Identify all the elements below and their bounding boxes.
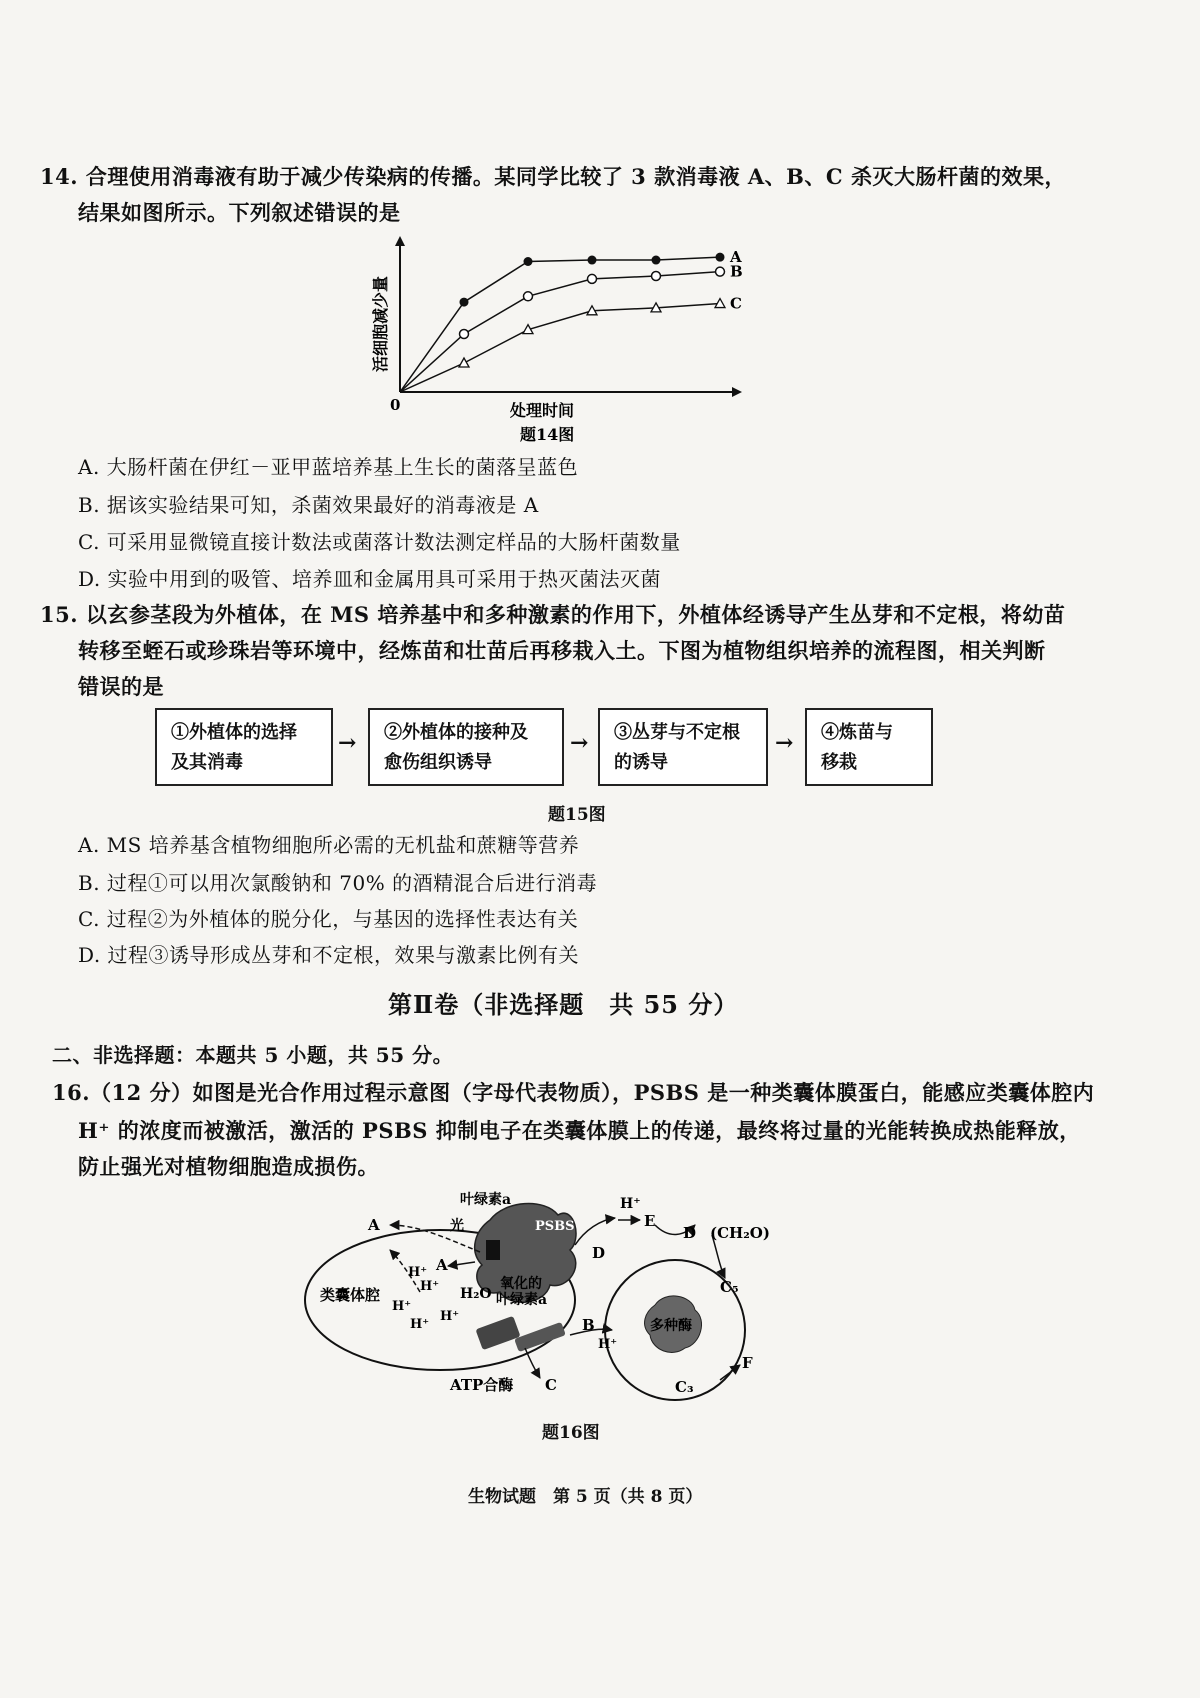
series-C-label: C xyxy=(730,294,742,313)
q15-stem-line1: 15. 以玄参茎段为外植体，在 MS 培养基中和多种激素的作用下，外植体经诱导产生丛芽和不定根，将幼苗 xyxy=(40,602,1066,627)
q14-option-d: D. 实验中用到的吸管、培养皿和金属用具可采用于热灭菌法灭菌 xyxy=(78,567,662,591)
label-d: D xyxy=(592,1244,606,1262)
label-h-plus-top: H⁺ xyxy=(620,1196,641,1212)
flow-step-3-line1: ③丛芽与不定根 xyxy=(614,722,740,743)
label-h-plus-5: H⁺ xyxy=(410,1317,430,1332)
label-oxidized: 氧化的 xyxy=(500,1276,542,1292)
q16-diagram xyxy=(300,1180,860,1420)
section-2-header: 二、非选择题：本题共 5 小题，共 55 分。 xyxy=(52,1043,454,1067)
series-B-point-2 xyxy=(524,292,533,301)
q14-stem-line2: 结果如图所示。下列叙述错误的是 xyxy=(78,200,401,225)
flow-arrow-2: → xyxy=(570,730,589,756)
page-footer: 生物试题 第 5 页（共 8 页） xyxy=(468,1487,703,1507)
label-h-plus-bottom: H⁺ xyxy=(598,1337,618,1352)
series-A-point-2 xyxy=(524,257,533,266)
series-A-point-4 xyxy=(652,256,661,265)
series-A-label: A xyxy=(730,248,742,267)
q16-figure-caption: 题16图 xyxy=(542,1423,600,1443)
atp-synthase xyxy=(475,1316,520,1350)
arrow-c xyxy=(525,1348,540,1378)
flow-step-2-line2: 愈伤组织诱导 xyxy=(384,752,492,773)
series-A-point-1 xyxy=(460,298,469,307)
label-lumen: 类囊体腔 xyxy=(320,1286,381,1304)
label-e: E xyxy=(644,1212,656,1230)
q15-stem-line3: 错误的是 xyxy=(78,674,164,699)
series-B-point-1 xyxy=(460,330,469,339)
q14-option-b: B. 据该实验结果可知，杀菌效果最好的消毒液是 A xyxy=(78,493,539,517)
flow-step-1-line2: 及其消毒 xyxy=(171,752,243,773)
series-B-point-5 xyxy=(716,267,725,276)
label-a-inner: A xyxy=(436,1256,448,1274)
label-d2: D xyxy=(683,1224,697,1242)
q15-option-b: B. 过程①可以用次氯酸钠和 70% 的酒精混合后进行消毒 xyxy=(78,871,598,895)
label-chlorophyll-a: 叶绿素a xyxy=(460,1192,512,1208)
series-B-label: B xyxy=(730,262,743,281)
series-B-point-4 xyxy=(652,272,661,281)
chart-y-axis-label: 活细胞减少量 xyxy=(371,275,390,372)
label-oxidized2: 叶绿素a xyxy=(496,1292,548,1308)
flow-step-3-line2: 的诱导 xyxy=(614,752,668,773)
section-2-title: 第Ⅱ卷（非选择题 共 55 分） xyxy=(388,990,739,1019)
label-f: F xyxy=(742,1354,753,1372)
series-A-point-5 xyxy=(716,253,725,262)
label-h-plus-4: H⁺ xyxy=(440,1309,460,1324)
label-water: H₂O xyxy=(460,1286,492,1302)
label-enzyme: 多种酶 xyxy=(650,1318,692,1334)
q16-stem-line3: 防止强光对植物细胞造成损伤。 xyxy=(78,1154,379,1179)
q14-chart xyxy=(360,232,760,452)
label-ch2o: (CH₂O) xyxy=(710,1224,770,1242)
flow-step-1-line1: ①外植体的选择 xyxy=(171,722,297,743)
q16-stem-line2: H⁺ 的浓度而被激活，激活的 PSBS 抑制电子在类囊体膜上的传递，最终将过量的光能转换成热能释放， xyxy=(78,1118,1081,1143)
series-B-point-3 xyxy=(588,274,597,283)
x-axis-arrow xyxy=(732,387,742,397)
arrow-c3-f xyxy=(720,1365,740,1380)
label-c: C xyxy=(545,1376,557,1394)
chart-x-axis-label: 处理时间 xyxy=(510,401,575,420)
chart-title: 题14图 xyxy=(520,425,575,444)
label-c5: C₅ xyxy=(720,1278,739,1296)
flow-step-4-line2: 移栽 xyxy=(821,752,857,773)
q14-option-c: C. 可采用显微镜直接计数法或菌落计数法测定样品的大肠杆菌数量 xyxy=(78,530,681,554)
flow-step-4-line1: ④炼苗与 xyxy=(821,722,893,743)
q15-stem-line2: 转移至蛭石或珍珠岩等环境中，经炼苗和壮苗后再移栽入土。下图为植物组织培养的流程图，相关判断 xyxy=(78,638,1046,663)
series-C-point-1 xyxy=(459,358,469,367)
flow-step-2-line1: ②外植体的接种及 xyxy=(384,722,528,743)
q16-stem-line1: 16.（12 分）如图是光合作用过程示意图（字母代表物质），PSBS 是一种类囊体膜蛋白，能感应类囊体腔内 xyxy=(52,1080,1095,1105)
label-h-plus-1: H⁺ xyxy=(408,1265,428,1280)
y-axis-arrow xyxy=(395,236,405,246)
psbs-protein xyxy=(486,1240,500,1260)
q14-option-a: A. 大肠杆菌在伊红－亚甲蓝培养基上生长的菌落呈蓝色 xyxy=(78,455,579,479)
label-h-plus-2: H⁺ xyxy=(420,1279,440,1294)
q15-option-a: A. MS 培养基含植物细胞所必需的无机盐和蔗糖等营养 xyxy=(78,833,580,857)
series-A-line xyxy=(400,257,720,392)
label-a-outer: A xyxy=(368,1216,380,1234)
label-b: B xyxy=(582,1316,595,1334)
label-h-plus-3: H⁺ xyxy=(392,1299,412,1314)
flow-step-3 xyxy=(598,708,768,786)
label-atp-synthase: ATP合酶 xyxy=(450,1376,514,1394)
flow-arrow-1: → xyxy=(338,730,357,756)
arrow-h-d xyxy=(575,1218,615,1245)
flow-arrow-3: → xyxy=(775,730,794,756)
label-light: 光 xyxy=(450,1218,464,1234)
flow-step-4 xyxy=(805,708,933,786)
q15-figure-caption: 题15图 xyxy=(548,805,606,825)
label-c3: C₃ xyxy=(675,1378,694,1396)
flow-step-1 xyxy=(155,708,333,786)
q14-stem-line1: 14. 合理使用消毒液有助于减少传染病的传播。某同学比较了 3 款消毒液 A、B、C 杀灭大肠杆菌的效果， xyxy=(40,164,1066,189)
chart-origin-label: 0 xyxy=(390,396,401,414)
series-A-point-3 xyxy=(588,256,597,265)
q15-option-d: D. 过程③诱导形成丛芽和不定根，效果与激素比例有关 xyxy=(78,943,580,967)
label-psbs: PSBS xyxy=(535,1219,575,1234)
series-B-line xyxy=(400,272,720,392)
q15-option-c: C. 过程②为外植体的脱分化，与基因的选择性表达有关 xyxy=(78,907,579,931)
flow-step-2 xyxy=(368,708,564,786)
arrow-a-in xyxy=(448,1262,475,1266)
